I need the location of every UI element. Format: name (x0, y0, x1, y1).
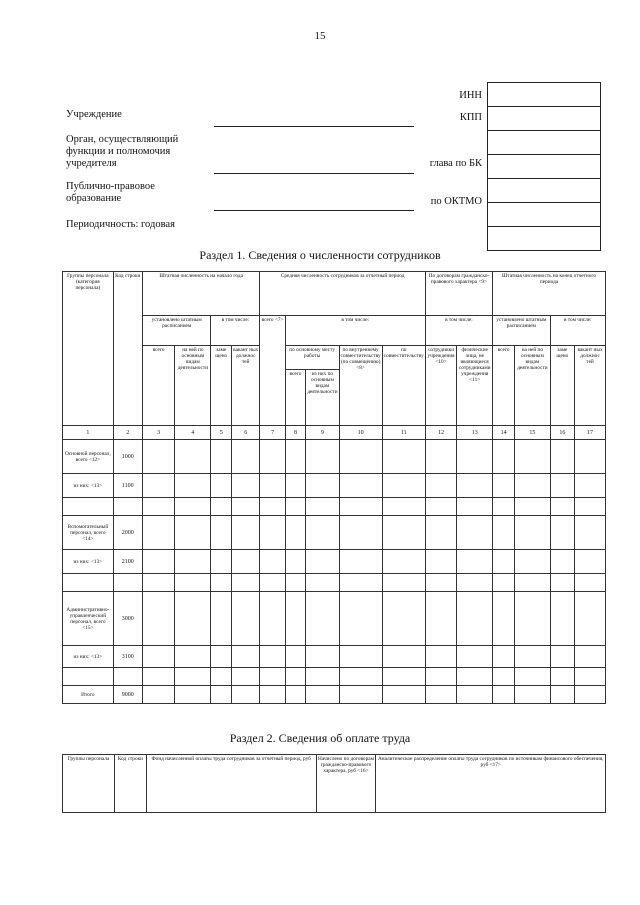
data-cell[interactable] (493, 440, 515, 474)
data-cell[interactable] (175, 592, 211, 646)
data-cell[interactable] (493, 592, 515, 646)
col-number: 2 (113, 426, 142, 440)
th-code: Код строки (113, 272, 142, 426)
data-cell[interactable] (575, 516, 606, 550)
th-incl: в том числе: (211, 316, 260, 346)
th-external: по совместительству (382, 346, 425, 426)
oktmo-label: по ОКТМО (430, 196, 482, 207)
col-number: 1 (63, 426, 114, 440)
data-cell[interactable] (493, 474, 515, 498)
data-cell[interactable] (339, 592, 382, 646)
row-code: 3000 (113, 592, 142, 646)
authority-label: Орган, осуществляющий функции и полномочия учредителя (66, 134, 179, 169)
th-main-job: по основному месту работы (285, 346, 339, 370)
data-cell[interactable] (425, 646, 457, 668)
data-cell[interactable] (515, 550, 550, 574)
data-cell[interactable] (232, 498, 260, 516)
row-code: 2000 (113, 516, 142, 550)
data-cell[interactable] (550, 550, 574, 574)
data-cell[interactable] (306, 440, 339, 474)
data-cell[interactable] (493, 646, 515, 668)
data-cell[interactable] (382, 474, 425, 498)
data-cell[interactable] (457, 498, 493, 516)
data-cell[interactable] (142, 574, 174, 592)
th-vacant-b: вакант ных должнос тей (575, 346, 606, 426)
glava-cell[interactable] (488, 155, 601, 179)
th2-fund: Фонд начисленной оплаты труда сотрудников за отчетный период, руб (146, 755, 316, 813)
data-cell[interactable] (285, 516, 306, 550)
th-groups: Группы персонала (категория персонала) (63, 272, 114, 426)
data-cell[interactable] (285, 646, 306, 668)
oktmo-cell[interactable] (488, 203, 601, 227)
codes-table (487, 82, 601, 251)
data-cell[interactable] (306, 574, 339, 592)
data-cell[interactable] (425, 474, 457, 498)
th-total-b: всего (493, 346, 515, 426)
data-cell[interactable] (175, 440, 211, 474)
data-cell[interactable] (550, 574, 574, 592)
data-cell[interactable] (493, 550, 515, 574)
data-cell[interactable] (493, 498, 515, 516)
inn-cell[interactable] (488, 83, 601, 107)
data-cell[interactable] (339, 668, 382, 686)
data-cell[interactable] (211, 574, 232, 592)
data-cell[interactable] (457, 646, 493, 668)
table-row (63, 440, 606, 474)
data-cell[interactable] (550, 474, 574, 498)
data-cell[interactable] (457, 668, 493, 686)
data-cell[interactable] (175, 498, 211, 516)
section1-title: Раздел 1. Сведения о численности сотрудников (199, 248, 441, 262)
glava-label: глава по БК (429, 158, 482, 169)
data-cell[interactable] (575, 498, 606, 516)
table-row (63, 686, 606, 704)
data-cell[interactable] (575, 686, 606, 704)
data-cell[interactable] (425, 440, 457, 474)
th-main-b: на ней по основным видам деятельности (515, 346, 550, 426)
data-cell[interactable] (382, 440, 425, 474)
data-cell[interactable] (260, 668, 285, 686)
row-label: Вспомогательный персонал, всего <14> (63, 516, 114, 550)
col-number: 7 (260, 426, 285, 440)
code-cell-5[interactable] (488, 179, 601, 203)
data-cell[interactable] (260, 498, 285, 516)
data-cell[interactable] (232, 646, 260, 668)
data-cell[interactable] (575, 668, 606, 686)
data-cell[interactable] (575, 646, 606, 668)
th2-accrued: Начислено по договорам гражданско-правового характера, руб <16> (316, 755, 376, 813)
data-cell[interactable] (425, 498, 457, 516)
data-cell[interactable] (339, 574, 382, 592)
data-cell[interactable] (285, 474, 306, 498)
data-cell[interactable] (175, 668, 211, 686)
periodicity-label: Периодичность: годовая (66, 219, 175, 230)
data-cell[interactable] (142, 686, 174, 704)
data-cell[interactable] (232, 440, 260, 474)
data-cell[interactable] (425, 550, 457, 574)
data-cell[interactable] (382, 668, 425, 686)
data-cell[interactable] (457, 516, 493, 550)
table-row (63, 498, 606, 516)
data-cell[interactable] (306, 646, 339, 668)
th-established: установлено штатным расписанием (142, 316, 211, 346)
data-cell[interactable] (260, 440, 285, 474)
col-number: 12 (425, 426, 457, 440)
staff-count-body (63, 440, 606, 704)
data-cell[interactable] (285, 440, 306, 474)
institution-label: Учреждение (66, 109, 122, 120)
th-main-a: на ней по основным видам деятельности (175, 346, 211, 426)
col-number: 10 (339, 426, 382, 440)
kpp-cell[interactable] (488, 107, 601, 131)
data-cell[interactable] (550, 592, 574, 646)
row-code: 9000 (113, 686, 142, 704)
data-cell[interactable] (260, 646, 285, 668)
data-cell[interactable] (339, 440, 382, 474)
data-cell[interactable] (382, 686, 425, 704)
th-filled-a: заме щено (211, 346, 232, 426)
th-staff-start: Штатная численность на начало года (142, 272, 260, 316)
data-cell[interactable] (260, 516, 285, 550)
data-cell[interactable] (211, 440, 232, 474)
table-row (63, 516, 606, 550)
th-filled-b: заме щено (550, 346, 574, 426)
data-cell[interactable] (550, 686, 574, 704)
data-cell[interactable] (339, 474, 382, 498)
data-cell[interactable] (175, 516, 211, 550)
data-cell[interactable] (457, 550, 493, 574)
row-code (113, 498, 142, 516)
th2-code: Код строки (114, 755, 146, 813)
data-cell[interactable] (211, 498, 232, 516)
col-number: 9 (306, 426, 339, 440)
data-cell[interactable] (550, 440, 574, 474)
data-cell[interactable] (285, 498, 306, 516)
table-row (63, 474, 606, 498)
data-cell[interactable] (339, 686, 382, 704)
th2-groups: Группы персонала (63, 755, 115, 813)
th2-analytic: Аналитическое распределение оплаты труда сотрудников по источникам финансового обеспечения, руб <17> (376, 755, 606, 813)
data-cell[interactable] (515, 686, 550, 704)
data-cell[interactable] (575, 550, 606, 574)
th-civil-contracts: По договорам гражданско-правового характера <9> (425, 272, 492, 316)
th-vacant-a: вакант ных должнос тей (232, 346, 260, 426)
data-cell[interactable] (382, 498, 425, 516)
section2-title: Раздел 2. Сведения об оплате труда (229, 731, 411, 745)
data-cell[interactable] (232, 516, 260, 550)
row-label: Основной персонал, всего <12> (63, 440, 114, 474)
data-cell[interactable] (142, 516, 174, 550)
data-cell[interactable] (575, 574, 606, 592)
col-number: 8 (285, 426, 306, 440)
row-label: из них: <13> (63, 550, 114, 574)
data-cell[interactable] (515, 668, 550, 686)
th-mj-total: всего (285, 370, 306, 426)
table-row (63, 668, 606, 686)
authority-line (214, 173, 414, 174)
data-cell[interactable] (339, 646, 382, 668)
row-code: 3100 (113, 646, 142, 668)
column-numbers-row (63, 426, 606, 440)
col-number: 13 (457, 426, 493, 440)
data-cell[interactable] (306, 550, 339, 574)
col-number: 3 (142, 426, 174, 440)
data-cell[interactable] (211, 646, 232, 668)
table-row (63, 592, 606, 646)
public-entity-line (214, 210, 414, 211)
data-cell[interactable] (306, 592, 339, 646)
data-cell[interactable] (515, 474, 550, 498)
row-label: из них: <13> (63, 646, 114, 668)
col-number: 4 (175, 426, 211, 440)
row-code: 1000 (113, 440, 142, 474)
data-cell[interactable] (550, 498, 574, 516)
col-number: 6 (232, 426, 260, 440)
th-employees10: сотрудники учреждения <10> (425, 346, 457, 426)
data-cell[interactable] (285, 550, 306, 574)
data-cell[interactable] (339, 550, 382, 574)
institution-line (214, 126, 414, 127)
table-row (63, 550, 606, 574)
kpp-label: КПП (459, 112, 482, 123)
data-cell[interactable] (175, 574, 211, 592)
data-cell[interactable] (425, 574, 457, 592)
data-cell[interactable] (425, 592, 457, 646)
data-cell[interactable] (142, 646, 174, 668)
code-cell-7[interactable] (488, 227, 601, 251)
row-label (63, 668, 114, 686)
data-cell[interactable] (175, 686, 211, 704)
data-cell[interactable] (142, 668, 174, 686)
data-cell[interactable] (382, 646, 425, 668)
data-cell[interactable] (175, 550, 211, 574)
row-label (63, 498, 114, 516)
data-cell[interactable] (515, 516, 550, 550)
data-cell[interactable] (211, 668, 232, 686)
code-cell-3[interactable] (488, 131, 601, 155)
data-cell[interactable] (457, 440, 493, 474)
data-cell[interactable] (425, 686, 457, 704)
th-staff-end: Штатная численность на конец отчетного периода (493, 272, 606, 316)
col-number: 5 (211, 426, 232, 440)
data-cell[interactable] (457, 686, 493, 704)
data-cell[interactable] (339, 516, 382, 550)
th-incl4: в том числе: (550, 316, 605, 346)
data-cell[interactable] (142, 474, 174, 498)
data-cell[interactable] (306, 474, 339, 498)
data-cell[interactable] (457, 574, 493, 592)
data-cell[interactable] (285, 686, 306, 704)
row-label: из них: <13> (63, 474, 114, 498)
data-cell[interactable] (260, 550, 285, 574)
data-cell[interactable] (232, 686, 260, 704)
data-cell[interactable] (575, 474, 606, 498)
inn-label: ИНН (459, 90, 482, 101)
data-cell[interactable] (457, 592, 493, 646)
data-cell[interactable] (285, 574, 306, 592)
data-cell[interactable] (425, 668, 457, 686)
data-cell[interactable] (493, 686, 515, 704)
data-cell[interactable] (142, 550, 174, 574)
th-incl3: в том числе: (425, 316, 492, 346)
data-cell[interactable] (211, 516, 232, 550)
page-number: 15 (314, 30, 326, 42)
data-cell[interactable] (515, 574, 550, 592)
data-cell[interactable] (515, 498, 550, 516)
col-number: 14 (493, 426, 515, 440)
data-cell[interactable] (285, 668, 306, 686)
data-cell[interactable] (382, 574, 425, 592)
data-cell[interactable] (175, 474, 211, 498)
data-cell[interactable] (260, 574, 285, 592)
data-cell[interactable] (515, 592, 550, 646)
data-cell[interactable] (382, 592, 425, 646)
data-cell[interactable] (306, 668, 339, 686)
data-cell[interactable] (211, 592, 232, 646)
table-row (63, 646, 606, 668)
data-cell[interactable] (382, 550, 425, 574)
data-cell[interactable] (175, 646, 211, 668)
data-cell[interactable] (232, 474, 260, 498)
data-cell[interactable] (306, 498, 339, 516)
data-cell[interactable] (493, 516, 515, 550)
data-cell[interactable] (457, 474, 493, 498)
row-label: Административно-управленческий персонал, всего <15> (63, 592, 114, 646)
th-internal: по внутреннему совместительству (по совмещению) <8> (339, 346, 382, 426)
row-code: 1100 (113, 474, 142, 498)
wages-table (62, 754, 606, 813)
data-cell[interactable] (425, 516, 457, 550)
row-code: 2100 (113, 550, 142, 574)
col-number: 17 (575, 426, 606, 440)
data-cell[interactable] (232, 668, 260, 686)
data-cell[interactable] (211, 550, 232, 574)
th-individuals11: физические лица, не являющиеся сотрудниками учреждения <11> (457, 346, 493, 426)
data-cell[interactable] (260, 592, 285, 646)
table-row (63, 574, 606, 592)
data-cell[interactable] (515, 646, 550, 668)
col-number: 11 (382, 426, 425, 440)
data-cell[interactable] (339, 498, 382, 516)
row-label (63, 574, 114, 592)
data-cell[interactable] (493, 668, 515, 686)
data-cell[interactable] (285, 592, 306, 646)
data-cell[interactable] (232, 592, 260, 646)
data-cell[interactable] (575, 440, 606, 474)
data-cell[interactable] (142, 440, 174, 474)
row-code (113, 668, 142, 686)
th-total-a: всего (142, 346, 174, 426)
data-cell[interactable] (382, 516, 425, 550)
col-number: 16 (550, 426, 574, 440)
staff-count-table (62, 271, 606, 704)
data-cell[interactable] (575, 592, 606, 646)
data-cell[interactable] (232, 574, 260, 592)
data-cell[interactable] (550, 646, 574, 668)
data-cell[interactable] (211, 474, 232, 498)
public-entity-label: Публично-правовое образование (66, 181, 155, 204)
th-incl2: в том числе: (285, 316, 425, 346)
col-number: 15 (515, 426, 550, 440)
data-cell[interactable] (232, 550, 260, 574)
row-code (113, 574, 142, 592)
data-cell[interactable] (260, 474, 285, 498)
th-established2: установлено штатным расписанием (493, 316, 551, 346)
row-label: Итого (63, 686, 114, 704)
data-cell[interactable] (306, 686, 339, 704)
data-cell[interactable] (306, 516, 339, 550)
th-total7: всего <7> (260, 316, 285, 426)
th-mj-main: из них по основным видам деятельности (306, 370, 339, 426)
data-cell[interactable] (515, 440, 550, 474)
data-cell[interactable] (211, 686, 232, 704)
data-cell[interactable] (142, 592, 174, 646)
data-cell[interactable] (550, 516, 574, 550)
data-cell[interactable] (493, 574, 515, 592)
data-cell[interactable] (142, 498, 174, 516)
data-cell[interactable] (550, 668, 574, 686)
data-cell[interactable] (260, 686, 285, 704)
th-avg-count: Средняя численность сотрудников за отчетный период (260, 272, 425, 316)
